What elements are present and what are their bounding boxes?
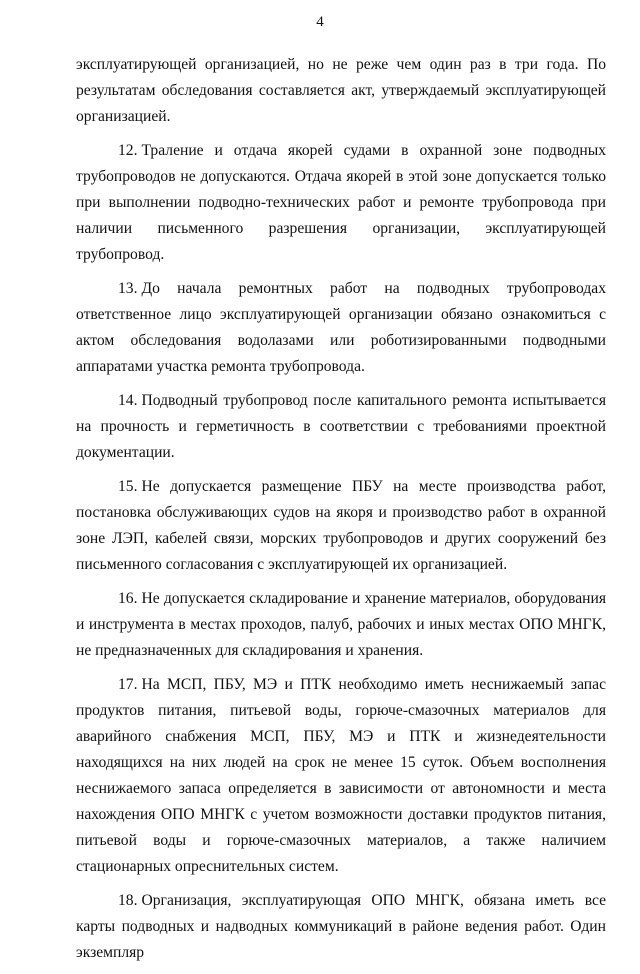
paragraph-number: 15. bbox=[118, 478, 138, 495]
paragraph-text: Подводный трубопровод после капитального ремонта испытывается на прочность и герметичность в соответствии с требованиями проектной документации. bbox=[76, 392, 606, 461]
paragraph-text: Не допускается размещение ПБУ на месте производства работ, постановка обслуживающих судов на якоря и производство работ в охранной зоне ЛЭП, кабелей связи, морских трубопроводов и других сооружений без письменного согласования с эксплуатирующей их организацией. bbox=[76, 478, 606, 573]
paragraph-number: 17. bbox=[118, 676, 138, 693]
paragraph-14 bbox=[76, 388, 606, 466]
paragraph-text: Организация, эксплуатирующая ОПО МНГК, обязана иметь все карты подводных и надводных коммуникаций в районе ведения работ. Один экземпляр bbox=[76, 892, 606, 961]
paragraph-number: 13. bbox=[118, 280, 138, 297]
paragraph-number: 14. bbox=[118, 392, 138, 409]
page-number: 4 bbox=[316, 14, 324, 30]
paragraph-text: эксплуатирующей организацией, но не реже чем один раз в три года. По результатам обследования составляется акт, утверждаемый эксплуатирующей организацией. bbox=[76, 56, 606, 125]
paragraph-number: 18. bbox=[118, 892, 138, 909]
paragraph-text: Не допускается складирование и хранение материалов, оборудования и инструмента в местах проходов, палуб, рабочих и иных местах ОПО МНГК, не предназначенных для складирования и хранения. bbox=[76, 590, 606, 659]
paragraph-13 bbox=[76, 276, 606, 380]
paragraph-12 bbox=[76, 138, 606, 268]
paragraph-number: 16. bbox=[118, 590, 138, 607]
paragraph-text: До начала ремонтных работ на подводных трубопроводах ответственное лицо эксплуатирующей организации обязано ознакомиться с актом обследования водолазами или роботизированными подводными аппаратами участка ремонта трубопровода. bbox=[76, 280, 606, 375]
paragraph-number: 12. bbox=[118, 142, 138, 159]
paragraph-17 bbox=[76, 672, 606, 880]
paragraph-15 bbox=[76, 474, 606, 578]
paragraph-18 bbox=[76, 888, 606, 966]
paragraph-text: Траление и отдача якорей судами в охранной зоне подводных трубопроводов не допускаются. Отдача якорей в этой зоне допускается только при выполнении подводно-технических работ и ремонте трубопровода при наличии письменного разрешения организации, эксплуатирующей трубопровод. bbox=[76, 142, 606, 263]
paragraph-16 bbox=[76, 586, 606, 664]
paragraph-text: На МСП, ПБУ, МЭ и ПТК необходимо иметь неснижаемый запас продуктов питания, питьевой воды, горюче-смазочных материалов для аварийного снабжения МСП, ПБУ, МЭ и ПТК и жизнедеятельности находящихся на них людей на срок не менее 15 суток. Объем восполнения неснижаемого запаса определяется в зависимости от автономности и места нахождения ОПО МНГК с учетом возможности доставки продуктов питания, питьевой воды и горюче-смазочных материалов, а также наличием стационарных опреснительных систем. bbox=[76, 676, 606, 875]
paragraph-11-continuation bbox=[76, 52, 606, 130]
document-body bbox=[76, 52, 606, 974]
